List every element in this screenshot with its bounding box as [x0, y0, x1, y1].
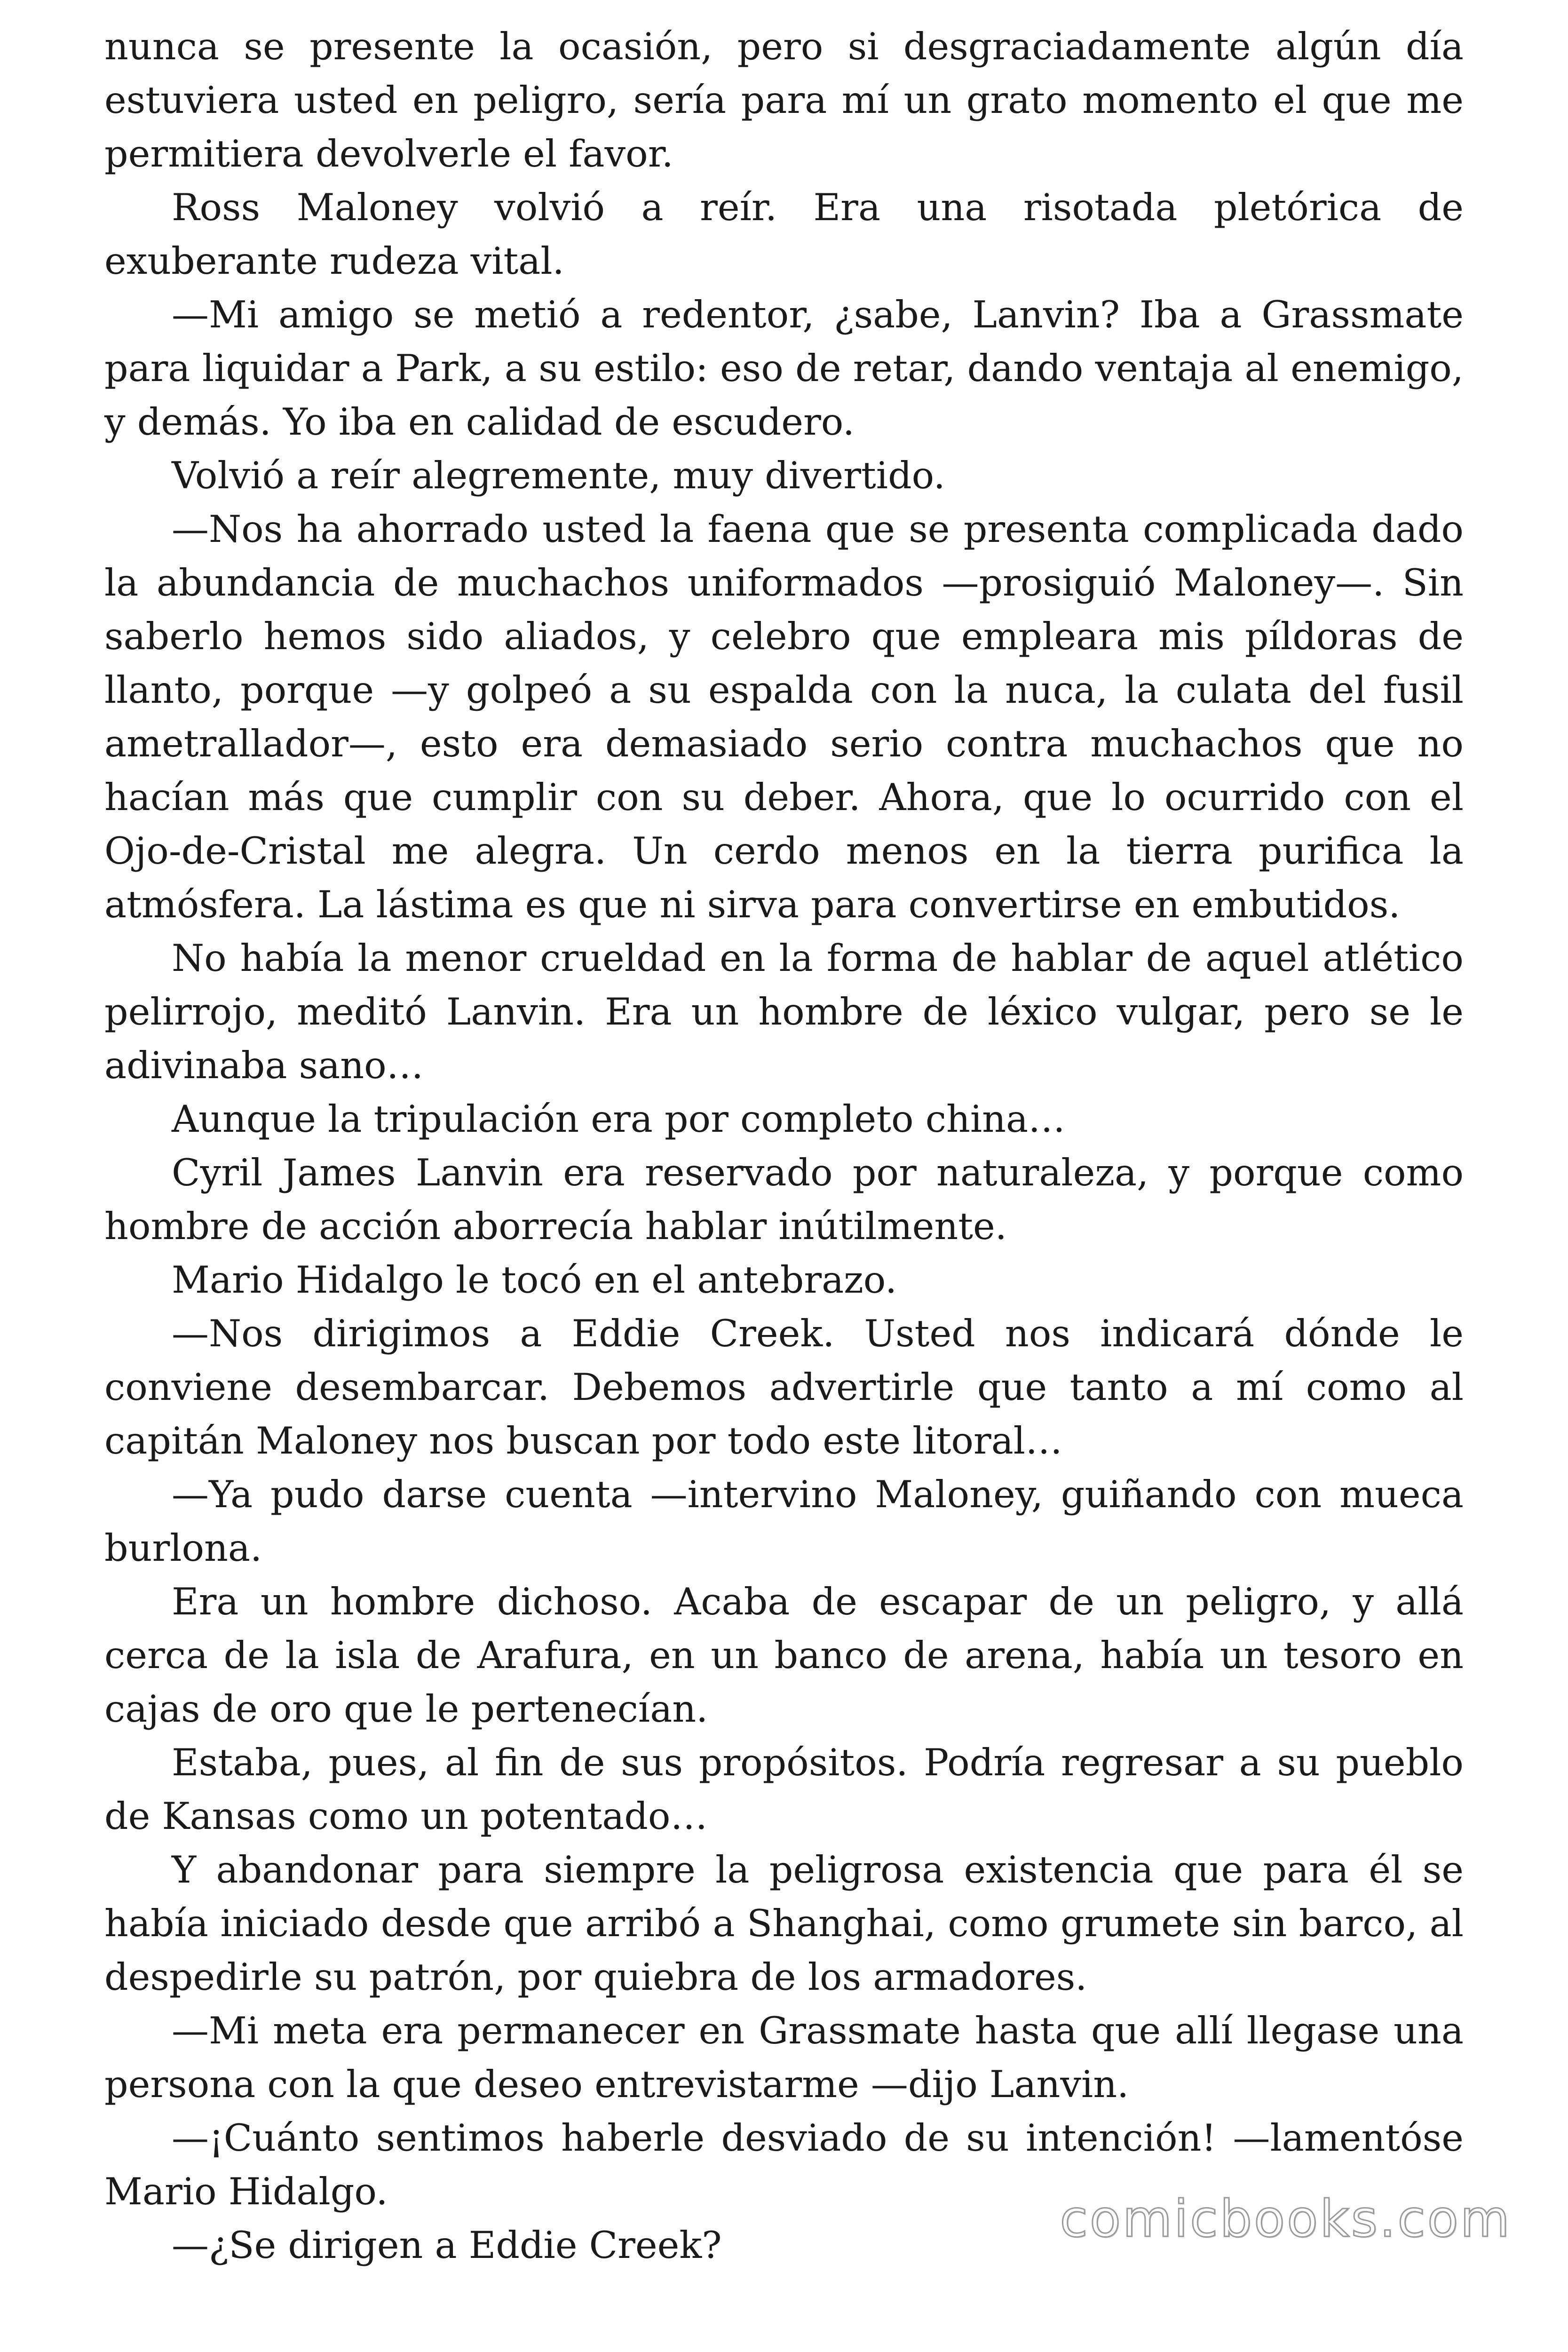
paragraph: No había la menor crueldad en la forma de hablar de aquel atlético pelirrojo, meditó Lanvin. Era un hombre de léxico vulgar, pero se le adivinaba sano…: [104, 937, 1464, 1087]
paragraph: Y abandonar para siempre la peligrosa existencia que para él se había iniciado desde que arribó a Shanghai, como grumete sin barco, al despedirle su patrón, por quiebra de los armadores.: [104, 1848, 1464, 1999]
paragraph: —Mi meta era permanecer en Grassmate hasta que allí llegase una persona con la que deseo entrevistarme —dijo Lanvin.: [104, 2009, 1464, 2106]
paragraph: —Nos ha ahorrado usted la faena que se presenta complicada dado la abundancia de muchachos uniformados —prosiguió Maloney—. Sin saberlo hemos sido aliados, y celebro que empleara mis píldoras de llanto, porque —y golpeó a su espalda con la nuca, la culata del fusil ametrallador—, esto era demasiado serio contra muchachos que no hacían más que cumplir con su deber. Ahora, que lo ocurrido con el Ojo-de-Cristal me alegra. Un cerdo menos en la tierra purifica la atmósfera. La lástima es que ni sirva para convertirse en embutidos.: [104, 508, 1464, 926]
paragraph: —¿Se dirigen a Eddie Creek?: [172, 2224, 722, 2267]
paragraph: Aunque la tripulación era por completo china…: [172, 1097, 1066, 1141]
paragraph: nunca se presente la ocasión, pero si desgraciadamente algún día estuviera usted en peligro, sería para mí un grato momento el que me permitiera devolverle el favor.: [104, 25, 1464, 175]
paragraph: Era un hombre dichoso. Acaba de escapar de un peligro, y allá cerca de la isla de Arafura, en un banco de arena, había un tesoro en cajas de oro que le pertenecían.: [104, 1580, 1464, 1731]
watermark: comicbooks.com: [1060, 2190, 1512, 2249]
paragraph: —Ya pudo darse cuenta —intervino Maloney, guiñando con mueca burlona.: [104, 1473, 1464, 1570]
paragraph: Ross Maloney volvió a reír. Era una risotada pletórica de exuberante rudeza vital.: [104, 186, 1464, 283]
paragraph: Estaba, pues, al fin de sus propósitos. Podría regresar a su pueblo de Kansas como un potentado…: [104, 1741, 1464, 1838]
paragraph: Cyril James Lanvin era reservado por naturaleza, y porque como hombre de acción aborrecía hablar inútilmente.: [104, 1151, 1464, 1248]
paragraph: Mario Hidalgo le tocó en el antebrazo.: [172, 1258, 897, 1302]
paragraph: —Nos dirigimos a Eddie Creek. Usted nos indicará dónde le conviene desembarcar. Debemos advertirle que tanto a mí como al capitán Maloney nos buscan por todo este litoral…: [104, 1312, 1464, 1462]
paragraph: —Mi amigo se metió a redentor, ¿sabe, Lanvin? Iba a Grassmate para liquidar a Park, a su estilo: eso de retar, dando ventaja al enemigo, y demás. Yo iba en calidad de escudero.: [104, 293, 1464, 444]
paragraph: Volvió a reír alegremente, muy divertido.: [172, 454, 945, 497]
paragraph: —¡Cuánto sentimos haberle desviado de su intención! —lamentóse Mario Hidalgo.: [104, 2116, 1464, 2213]
page-text: [104, 20, 1464, 2272]
